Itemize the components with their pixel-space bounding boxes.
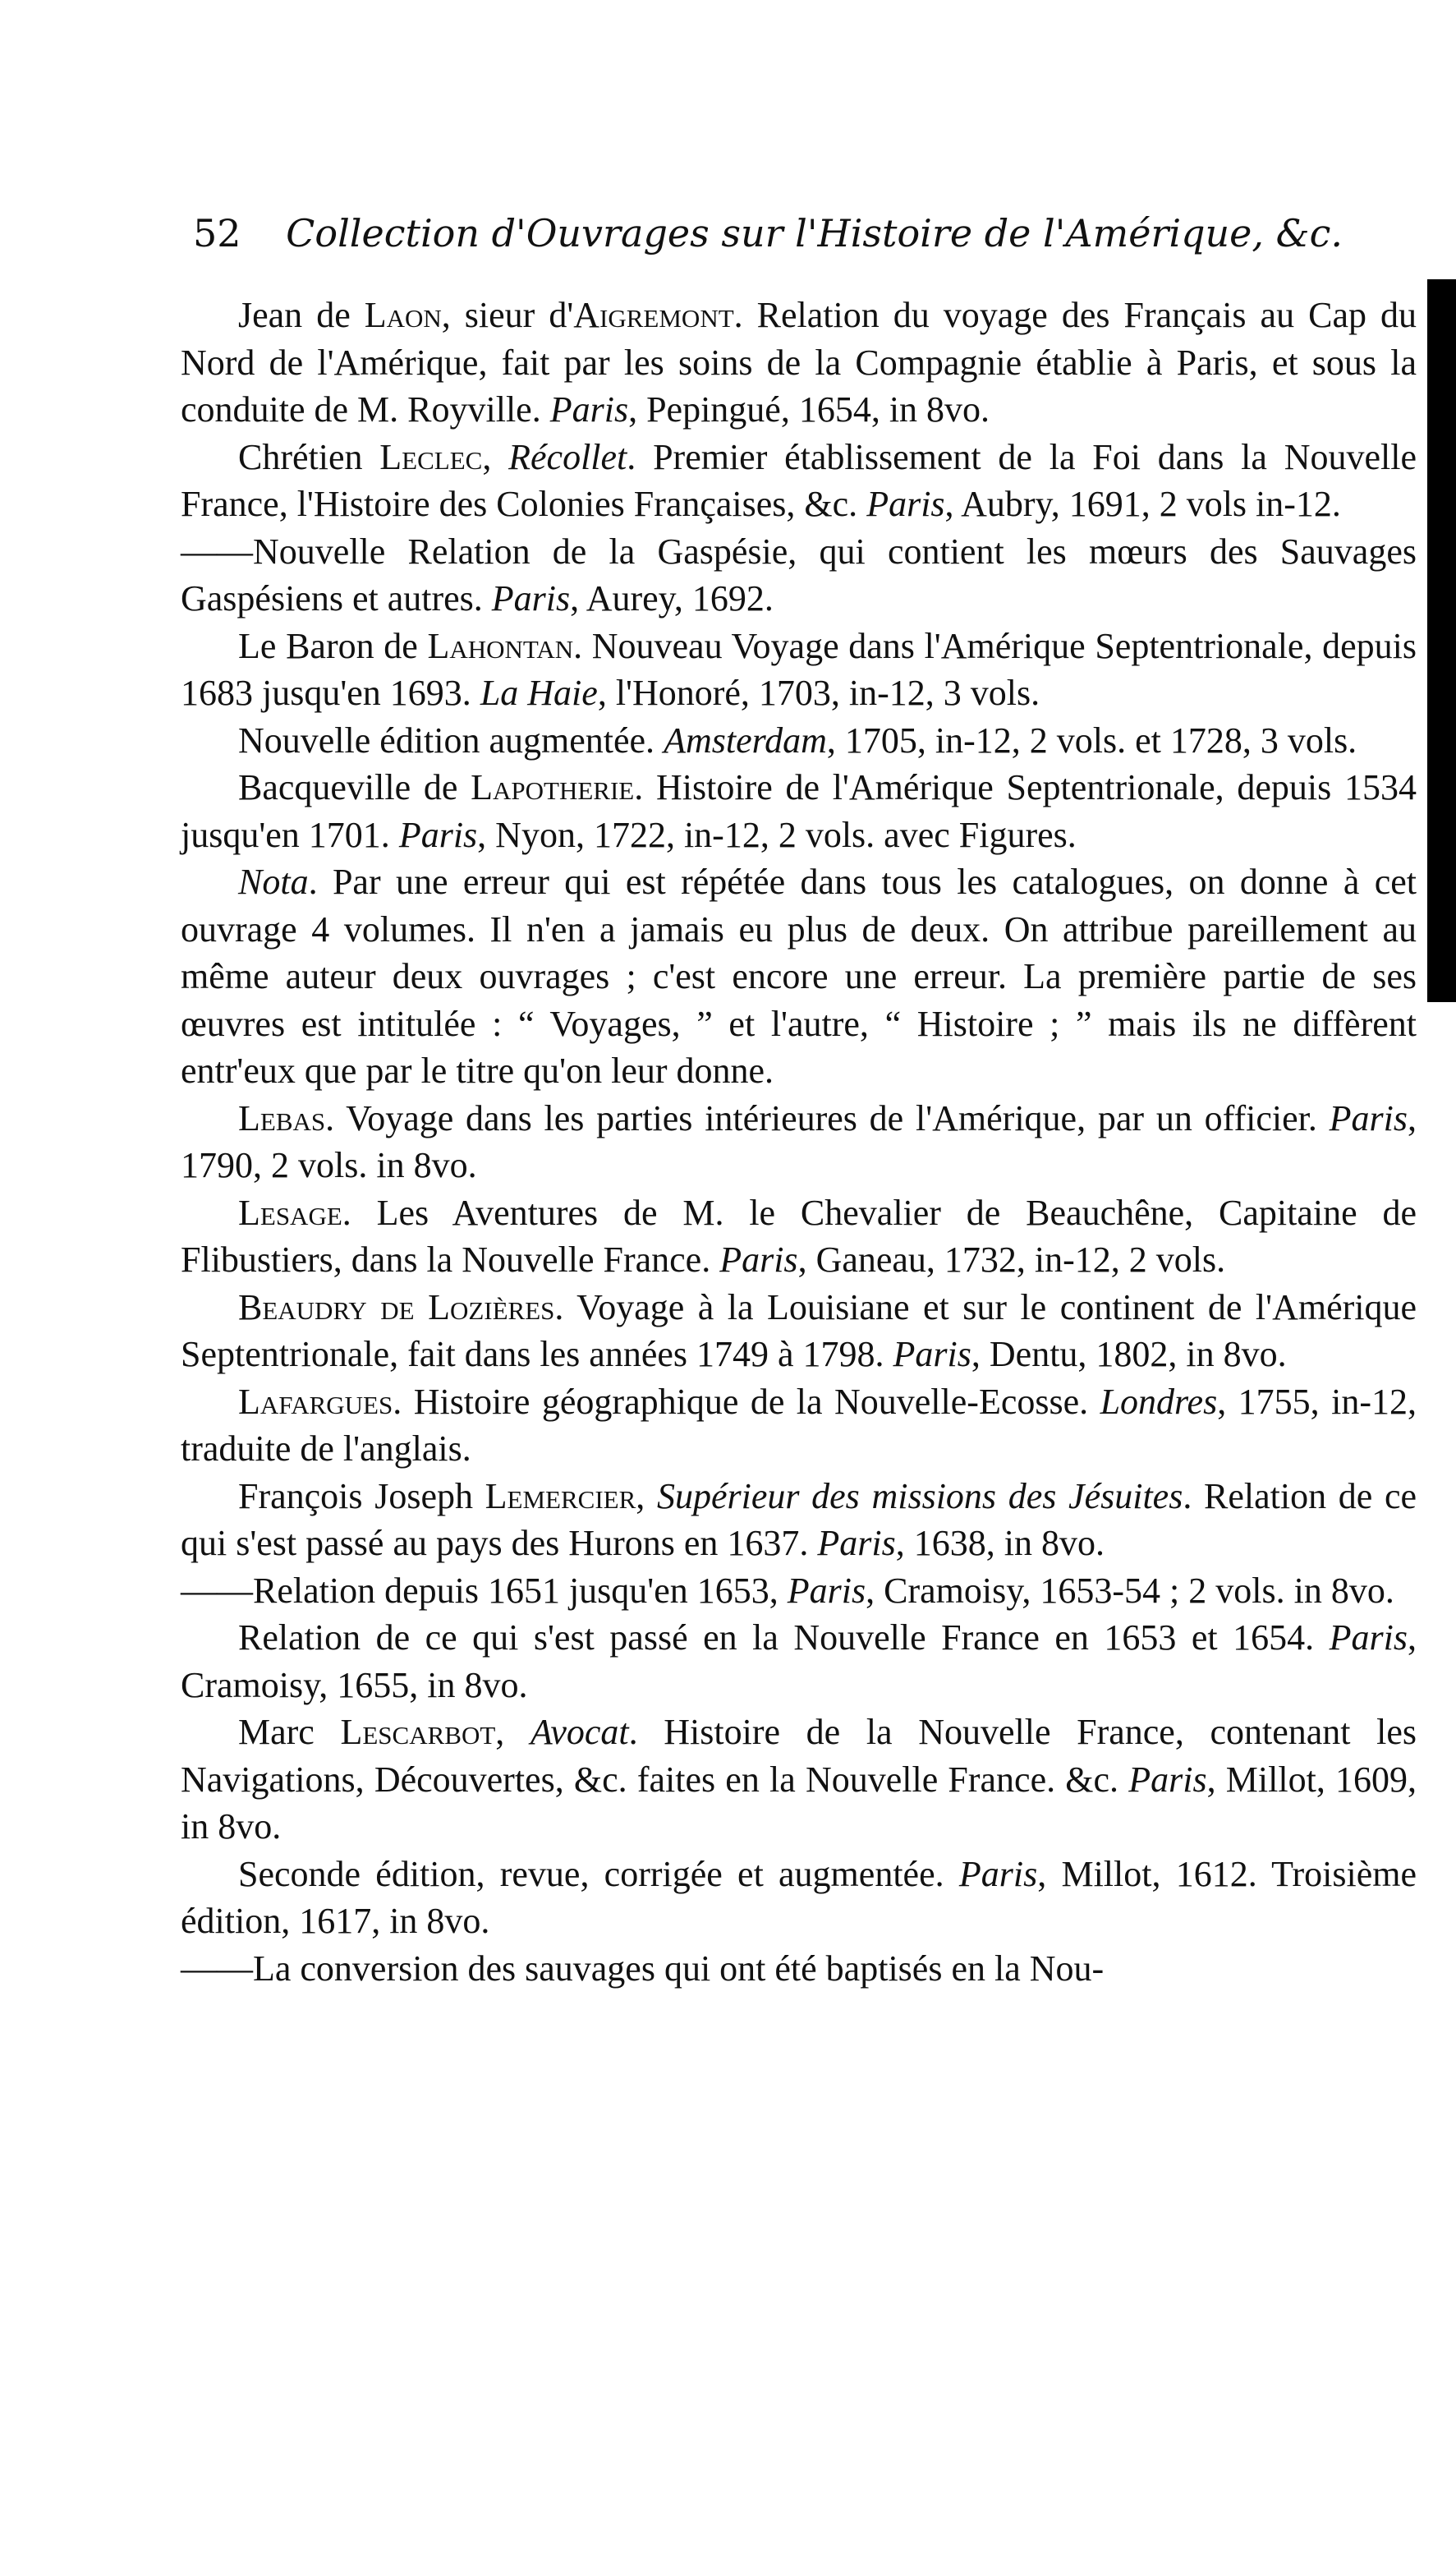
italic-text: Paris (817, 1523, 896, 1563)
author-name: Beaudry de Lozières (238, 1286, 555, 1327)
italic-text: La Haie (480, 673, 598, 713)
entry-text: , 1755, in-12, traduite de l'anglais. (181, 1381, 1417, 1469)
entry-text: , Ganeau, 1732, in-12, 2 vols. (797, 1240, 1226, 1280)
entry-text: François Joseph (238, 1475, 485, 1516)
entry-text: Bacqueville de (238, 767, 471, 807)
entry-text: , 1790, 2 vols. in 8vo. (181, 1097, 1417, 1185)
entry-text: , l'Honoré, 1703, in-12, 3 vols. (597, 673, 1040, 713)
italic-text: Nota (238, 862, 309, 902)
entry-text: . Histoire de l'Amérique Septentrionale, depuis 1534 jusqu'en 1701. (181, 767, 1417, 855)
entry-text: , Dentu, 1802, in 8vo. (971, 1334, 1287, 1374)
bibliography-entry (181, 292, 1417, 434)
entry-text: , sieur d' (441, 295, 574, 335)
entry-text: Jean de (238, 295, 365, 335)
italic-text: Paris (719, 1240, 798, 1280)
entry-text: , (495, 1712, 530, 1752)
italic-text: Récollet (508, 436, 627, 477)
italic-text: Paris (866, 484, 945, 524)
page-edge-shadow (1427, 279, 1456, 1002)
italic-text: Paris (1329, 1097, 1408, 1138)
entry-text: Chrétien (238, 436, 380, 477)
italic-text: Paris (1128, 1759, 1207, 1800)
bibliography-entry (181, 1284, 1417, 1378)
entry-text: . Voyage dans les parties intérieures de l'Amérique, par un officier. (325, 1097, 1330, 1138)
italic-text: Londres (1100, 1381, 1218, 1422)
bibliography-entry (181, 623, 1417, 717)
entry-text: , Cramoisy, 1653-54 ; 2 vols. in 8vo. (866, 1570, 1394, 1611)
bibliography-entry (181, 1473, 1417, 1567)
author-name: Lemercier (485, 1475, 636, 1516)
author-name: Aigremont (573, 295, 734, 335)
entry-text: Relation de ce qui s'est passé en la Nouvelle France en 1653 et 1654. (238, 1617, 1330, 1658)
entry-text: , Millot, 1609, in 8vo. (181, 1759, 1417, 1847)
bibliography-entry (181, 1378, 1417, 1473)
italic-text: Paris (958, 1853, 1038, 1894)
italic-text: Paris (1329, 1617, 1408, 1658)
entry-text: ——Relation depuis 1651 jusqu'en 1653, (181, 1570, 788, 1611)
entry-text: , (636, 1475, 657, 1516)
entry-text: , Nyon, 1722, in-12, 2 vols. avec Figures. (477, 814, 1077, 855)
entry-text: , 1638, in 8vo. (895, 1523, 1105, 1563)
running-title: Collection d'Ouvrages sur l'Histoire de l'Amérique, &c. (286, 211, 1343, 255)
entry-text: . Par une erreur qui est répétée dans tous les catalogues, on donne à cet ouvrage 4 volumes. Il n'en a jamais eu plus de deux. On attribue pareillement au même auteur deux ouvrages ; c'est encore une erreur. La première partie de ses œuvres est intitulée : “ Voyages, ” et l'autre, “ Histoire ; ” mais ils ne diffèrent entr'eux que par le titre qu'on leur donne. (181, 862, 1417, 1091)
bibliography-entry (181, 1851, 1417, 1945)
italic-text: Paris (398, 814, 478, 855)
entry-text: Le Baron de (238, 625, 428, 666)
entry-text: , Cramoisy, 1655, in 8vo. (181, 1617, 1417, 1705)
author-name: Lescarbot (340, 1712, 496, 1752)
continuation-entry (181, 1567, 1417, 1615)
entry-text: . Histoire géographique de la Nouvelle-Ecosse. (393, 1381, 1100, 1422)
entry-text: , Pepingué, 1654, in 8vo. (628, 389, 990, 430)
bibliography-entry (181, 858, 1417, 1095)
bibliography-body (181, 292, 1417, 1992)
author-name: Laon (364, 295, 442, 335)
running-header (193, 209, 1376, 257)
entry-text: Seconde édition, revue, corrigée et augmentée. (238, 1853, 959, 1894)
bibliography-entry (181, 717, 1417, 765)
entry-text: . Premier établissement de la Foi dans la Nouvelle France, l'Histoire des Colonies Françaises, &c. (181, 436, 1417, 524)
entry-text: Nouvelle édition augmentée. (238, 720, 664, 761)
bibliography-entry (181, 1189, 1417, 1284)
continuation-entry (181, 528, 1417, 623)
entry-text: , Aubry, 1691, 2 vols in-12. (944, 484, 1341, 524)
italic-text: Supérieur des missions des Jésuites (656, 1475, 1183, 1516)
entry-text: ——La conversion des sauvages qui ont été baptisés en la Nou- (181, 1948, 1105, 1989)
entry-text: . Relation de ce qui s'est passé au pays des Hurons en 1637. (181, 1475, 1417, 1563)
entry-text: , Aurey, 1692. (570, 578, 774, 619)
italic-text: Paris (893, 1334, 971, 1374)
entry-text: . Relation du voyage des Français au Cap du Nord de l'Amérique, fait par les soins de la Compagnie établie à Paris, et sous la conduite de M. Royville. (181, 295, 1417, 430)
author-name: Lapotherie (471, 767, 635, 807)
entry-text: , 1705, in-12, 2 vols. et 1728, 3 vols. (826, 720, 1357, 761)
author-name: Lesage (238, 1192, 342, 1233)
author-name: Leclec (379, 436, 483, 477)
author-name: Lahontan (427, 625, 574, 666)
bibliography-entry (181, 434, 1417, 528)
bibliography-entry (181, 1709, 1417, 1851)
bibliography-entry (181, 1095, 1417, 1189)
page-number: 52 (193, 211, 241, 255)
entry-text: , (482, 436, 509, 477)
continuation-entry (181, 1945, 1417, 1993)
entry-text: . Voyage à la Louisiane et sur le continent de l'Amérique Septentrionale, fait dans les années 1749 à 1798. (181, 1286, 1417, 1374)
author-name: Lebas (238, 1097, 326, 1138)
bibliography-entry (181, 764, 1417, 858)
italic-text: Paris (491, 578, 571, 619)
author-name: Lafargues (238, 1381, 393, 1422)
entry-text: Marc (238, 1712, 341, 1752)
bibliography-entry (181, 1614, 1417, 1709)
italic-text: Amsterdam (664, 720, 827, 761)
entry-text: . Nouveau Voyage dans l'Amérique Septentrionale, depuis 1683 jusqu'en 1693. (181, 625, 1417, 713)
entry-text: . Les Aventures de M. le Chevalier de Beauchêne, Capitaine de Flibustiers, dans la Nouvelle France. (181, 1192, 1417, 1280)
italic-text: Avocat (530, 1712, 629, 1752)
entry-text: ——Nouvelle Relation de la Gaspésie, qui contient les mœurs des Sauvages Gaspésiens et autres. (181, 531, 1417, 619)
entry-text: , Millot, 1612. Troisième édition, 1617, in 8vo. (181, 1853, 1417, 1941)
italic-text: Paris (787, 1570, 866, 1611)
italic-text: Paris (549, 389, 629, 430)
entry-text: . Histoire de la Nouvelle France, contenant les Navigations, Découvertes, &c. faites en la Nouvelle France. &c. (181, 1712, 1417, 1800)
